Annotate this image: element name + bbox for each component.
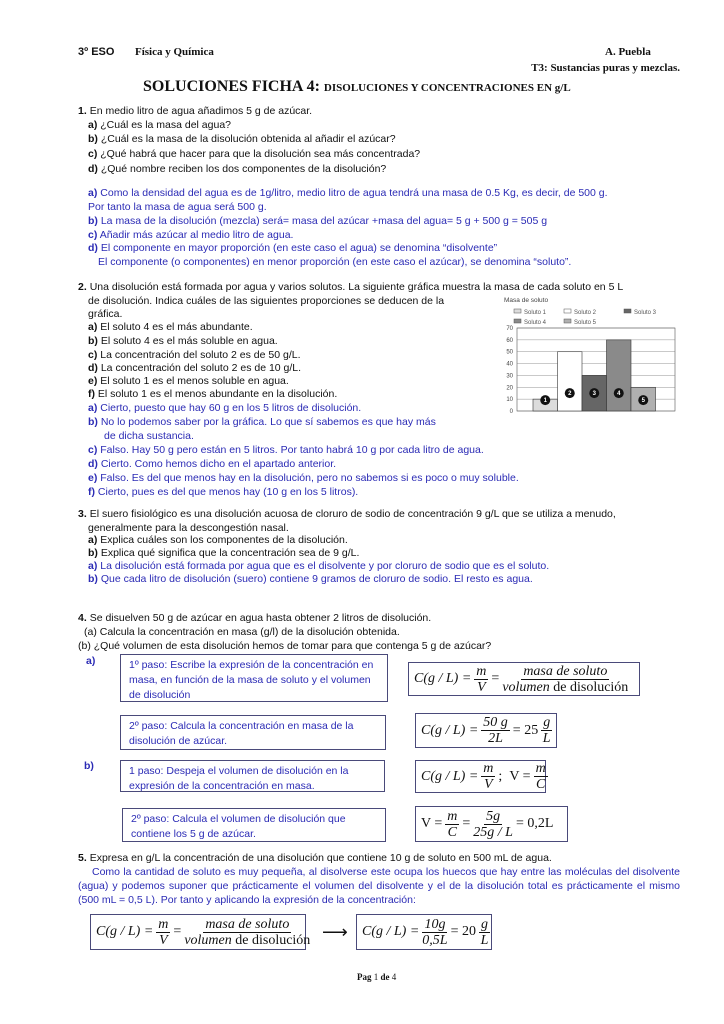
item-label: d) [88,458,98,470]
step-box-1: 1º paso: Escribe la expresión de la concentración en masa, en función de la masa de soluto y el volumen de disolución [120,654,388,702]
item-label: f) [88,486,95,498]
legend-label: Soluto 2 [574,310,597,316]
item-label: b) [88,133,98,145]
item-label: b) [88,547,98,559]
label-b: b) [84,760,94,772]
q2-answer [88,486,358,498]
bar-label: 3 [592,391,596,398]
q2-item [88,375,289,387]
bar-label: 2 [568,391,572,398]
q2-answer [88,458,336,470]
q1-answer [88,242,497,254]
chart-title: Masa de soluto [504,297,549,304]
legend-swatch [564,309,571,313]
item-text: La disolución está formada por agua que es el disolvente y por cloruro de sodio que es el soluto. [100,560,550,572]
item-text: Como la densidad del agua es de 1g/litro, medio litro de agua tendrá una masa de 0.5 Kg, es decir, de 500 g. [100,187,608,199]
q2-answer [104,430,194,442]
item-label: a) [88,321,98,333]
item-text: Falso. Hay 50 g pero están en 5 litros. Por tanto habrá 10 g por cada litro de agua. [100,444,484,456]
item-label: e) [88,472,98,484]
q1-answer [88,201,267,213]
item-label: d) [88,242,98,254]
q2-answer [88,444,484,456]
bar-label: 1 [543,398,547,405]
q2-answer [88,402,361,414]
page-title [143,78,571,97]
item-text: Cierto, puesto que hay 60 g en los 5 litros de disolución. [100,402,362,414]
q1-answer [88,215,547,227]
q1-item [88,148,420,160]
formula-25gL: C(g / L) = $\frac{50 g}{2L}$ = 25 $\frac{g}{L}$ [415,713,557,748]
item-text: Explica qué significa que la concentración sea de 9 g/L. [100,547,360,559]
item-text: La concentración del soluto 2 es de 10 g/L. [100,362,302,374]
question-text: El suero fisiológico es una disolución acuosa de cloruro de sodio de concentración 9 g/L que se utiliza a menudo, [89,508,616,520]
q2-item [88,335,278,347]
q1-answer [88,187,608,199]
question-text: gráfica. [88,308,123,320]
y-tick-label: 70 [506,326,513,332]
course: 3º ESO [78,46,115,58]
item-text: El soluto 1 es el menos soluble en agua. [100,375,289,387]
item-text: ¿Qué habrá que hacer para que la disolución sea más concentrada? [100,148,421,160]
item-text: El componente (o componentes) en menor proporción (en este caso el azúcar), se denomina “soluto”. [98,256,572,268]
item-label: a) [88,402,98,414]
q2-answer [88,416,436,428]
legend-label: Soluto 5 [574,320,597,326]
bar-label: 5 [641,398,645,405]
label-a: a) [86,655,96,667]
title-sub: DISOLUCIONES Y CONCENTRACIONES EN g/L [323,82,571,94]
question-number: 2. [78,281,87,293]
legend-label: Soluto 1 [524,310,547,316]
y-tick-label: 60 [506,337,513,344]
step-box-4: 2º paso: Calcula el volumen de disolución que contiene los 5 g de azúcar. [122,808,386,842]
q3-item [88,534,348,546]
item-label: d) [88,163,98,175]
q1-item [88,133,396,145]
topic: T3: Sustancias puras y mezclas. [531,62,680,74]
item-text: Que cada litro de disolución (suero) contiene 9 gramos de cloruro de sodio. El resto es agua. [100,573,533,585]
item-label: b) [88,573,98,585]
subject: Física y Química [135,46,214,58]
legend-label: Soluto 3 [634,310,657,316]
item-text: ¿Cuál es la masa de la disolución obtenida al añadir el azúcar? [100,133,396,145]
q4-part-a: (a) Calcula la concentración en masa (g/l) de la disolución obtenida. [84,626,400,638]
question-text: de disolución. Indica cuáles de las siguientes proporciones se deducen de la [88,295,445,307]
item-text: Explica cuáles son los componentes de la disolución. [100,534,348,546]
author: A. Puebla [605,46,651,58]
q4-number: 4. [78,612,87,624]
y-tick-label: 20 [506,385,513,392]
item-label: c) [88,349,98,361]
y-tick-label: 0 [509,409,513,415]
item-text: El soluto 4 es el más abundante. [100,321,253,333]
item-text: ¿Qué nombre reciben los dos componentes de la disolución? [100,163,387,175]
item-text: de dicha sustancia. [104,430,194,442]
item-text: La masa de la disolución (mezcla) será= masa del azúcar +masa del agua= 5 g + 500 g = 505 g [100,215,548,227]
item-text: ¿Cuál es la masa del agua? [100,119,232,131]
formula-solve-volume: C(g / L) = $\frac{m}{V}$ ; V = $\frac{m}{C}$ [415,760,546,793]
q2-item [88,321,253,333]
solute-mass-chart [490,292,690,420]
q5-text: Expresa en g/L la concentración de una disolución que contiene 10 g de soluto en 500 mL de agua. [89,852,552,864]
item-text: El componente en mayor proporción (en este caso el agua) se denomina “disolvente” [100,242,498,254]
item-label: a) [88,187,98,199]
formula-concentration: C(g / L) = $\frac{m}{V}$ = $\frac{\text{masa de soluto}}{\text{volumen de disolución}}$ [408,662,640,696]
legend-swatch [514,319,521,323]
q4-part-b: (b) ¿Qué volumen de esta disolución hemos de tomar para que contenga 5 g de azúcar? [78,640,492,652]
item-text: Cierto, pues es del que menos hay (10 g en los 5 litros). [97,486,359,498]
item-text: Por tanto la masa de agua será 500 g. [88,201,267,213]
arrow-icon: ⟶ [322,922,348,942]
item-label: d) [88,362,98,374]
item-label: b) [88,335,98,347]
item-label: a) [88,119,98,131]
item-label: c) [88,148,98,160]
q1-item [88,163,386,175]
q2-answer [88,472,519,484]
item-text: La concentración del soluto 2 es de 50 g/L. [100,349,301,361]
q2-statement [88,308,122,320]
legend-swatch [624,309,631,313]
y-tick-label: 40 [506,361,513,368]
bar-soluto-4 [607,340,632,411]
q3-statement [78,508,616,520]
y-tick-label: 30 [506,373,513,380]
question-text: generalmente para la descongestión nasal. [88,522,289,534]
question-text: Una disolución está formada por agua y varios solutos. La siguiente gráfica muestra la masa de cada soluto en 5 L [89,281,624,293]
item-text: El soluto 1 es el menos abundante en la disolución. [97,388,338,400]
q2-item [88,349,301,361]
q3-answer [88,560,549,572]
q1-item [88,119,231,131]
question-number: 1. [78,105,87,117]
page-number: Pag 1 de 4 [357,972,397,982]
q5-number: 5. [78,852,87,864]
item-text: Añadir más azúcar al medio litro de agua. [99,229,294,241]
item-text: Falso. Es del que menos hay en la disolución, pero no sabemos si es poco o muy soluble. [100,472,519,484]
item-label: e) [88,375,98,387]
bar-label: 4 [617,391,621,398]
q2-item [88,388,337,400]
formula-20gL: C(g / L) = $\frac{10g}{0,5L}$ = 20 $\frac{g}{L}$ [356,914,492,950]
legend-swatch [564,319,571,323]
bar-soluto-2 [558,352,583,411]
item-text: No lo podemos saber por la gráfica. Lo que sí sabemos es que hay más [100,416,436,428]
item-label: b) [88,416,98,428]
item-label: c) [88,229,98,241]
step-box-3: 1 paso: Despeja el volumen de disolución en la expresión de la concentración en masa. [120,760,385,792]
q1-statement [78,105,312,117]
item-label: a) [88,560,98,572]
question-number: 3. [78,508,87,520]
q3-item [88,547,359,559]
q1-answer [88,229,293,241]
formula-volume-result: V = $\frac{m}{C}$ = $\frac{5g}{25g / L}$ = 0,2L [415,806,568,842]
item-label: f) [88,388,95,400]
q2-statement [88,295,444,307]
y-tick-label: 10 [506,397,513,404]
step-box-2: 2º paso: Calcula la concentración en masa de la disolución de azúcar. [120,715,386,750]
legend-label: Soluto 4 [524,320,547,326]
item-label: c) [88,444,98,456]
item-text: El soluto 4 es el más soluble en agua. [100,335,278,347]
q3-statement [88,522,289,534]
item-label: a) [88,534,98,546]
q1-answer [98,256,571,268]
item-text: Cierto. Como hemos dicho en el apartado anterior. [100,458,337,470]
q2-item [88,362,301,374]
title-main: SOLUCIONES FICHA 4: [143,78,320,95]
item-label: b) [88,215,98,227]
y-tick-label: 50 [506,349,513,356]
legend-swatch [514,309,521,313]
q4-text: Se disuelven 50 g de azúcar en agua hasta obtener 2 litros de disolución. [89,612,432,624]
formula-concentration-q5: C(g / L) = $\frac{m}{V}$ = $\frac{\text{masa de soluto}}{\text{volumen de disolución}}$ [90,914,306,950]
q3-answer [88,573,533,585]
q5-answer: Como la cantidad de soluto es muy pequeña, al disolverse este ocupa los huecos que hay entre las moléculas del disolvente (agua) y podemos suponer que prácticamente el volumen del disolvente y el de la disolución total es prácticamente el mismo (500 mL = 0,5 L). Por tanto y aplicando la expresión de la concentración: [78,866,680,906]
question-text: En medio litro de agua añadimos 5 g de azúcar. [89,105,313,117]
